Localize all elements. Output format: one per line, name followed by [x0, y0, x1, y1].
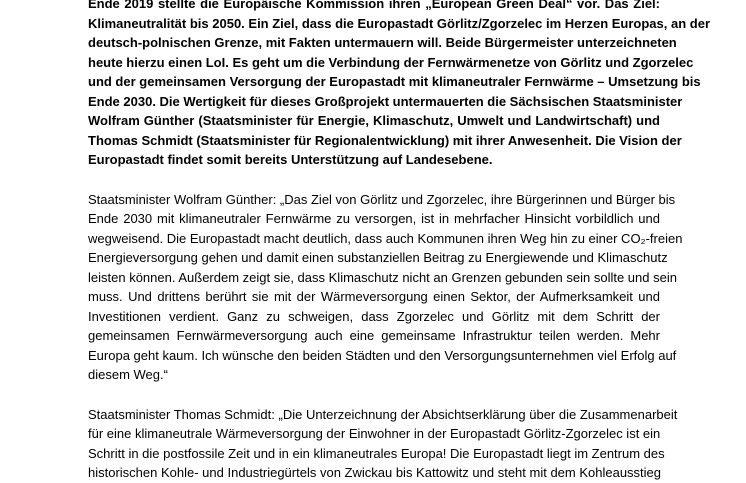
- text-line: für eine klimaneutrale Wärmeversorgung der Einwohner in der Europastadt Görlitz-Zgorzelec ist ein: [88, 426, 661, 441]
- text-line: Europa geht kaum. Ich wünsche den beiden Städten und den Versorgungsunternehmen viel Erfolg auf: [88, 347, 677, 363]
- text-line: Schritt in die postfossile Zeit und in ein klimaneutrales Europa! Die Europastadt liegt im Zentrum des: [88, 445, 665, 461]
- text-line: Ende 2030 mit klimaneutraler Fernwärme zu versorgen, ist in mehrfacher Hinsicht vorbildlich und: [88, 211, 660, 226]
- lead-paragraph: [88, 0, 711, 170]
- text-line: Ende 2019 stellte die Europäische Kommission ihren „European Green Deal“ vor. Das Ziel:: [88, 0, 660, 11]
- text-line: Investitionen verdient. Ganz zu schweigen, dass Zgorzelec und Görlitz mit dem Schritt der: [88, 308, 660, 324]
- text-line: und der gemeinsamen Versorgung der Europastadt mit klimaneutraler Fernwärme – Umsetzung bis: [88, 74, 701, 89]
- text-line: wegweisend. Die Europastadt macht deutlich, dass auch Kommunen ihren Weg hin zu einer CO₂-freien: [88, 230, 683, 246]
- text-line: heute hierzu einen LoI. Es geht um die Verbindung der Fernwärmenetze von Görlitz und Zgorzelec: [88, 54, 694, 70]
- text-line: gemeinsamen Fernwärmeversorgung auch eine gemeinsame Infrastruktur teilen werden. Mehr: [88, 328, 660, 343]
- text-line: leisten können. Außerdem zeigt sie, dass Klimaschutz nicht an Grenzen gebunden sein sollte und sein: [88, 269, 677, 285]
- quote-guenther-paragraph: [88, 190, 683, 385]
- document-page: [88, 0, 711, 483]
- text-line: historischen Kohle- und Industriegürtels von Zwickau bis Kattowitz und steht mit dem Kohleausstieg: [88, 465, 662, 480]
- text-line: Thomas Schmidt (Staatsminister für Regionalentwicklung) mit ihrer Anwesenheit. Die Vision der: [88, 132, 682, 148]
- quote-schmidt-paragraph: [88, 405, 678, 483]
- text-line: Klimaneutralität bis 2050. Ein Ziel, dass die Europastadt Görlitz/Zgorzelec im Herzen Europas, an der: [88, 15, 711, 31]
- text-line: deutsch-polnischen Grenze, mit Fakten untermauern will. Beide Bürgermeister unterzeichneten: [88, 35, 677, 50]
- text-line: Europastadt findet somit bereits Unterstützung auf Landesebene.: [88, 152, 493, 167]
- text-line: Ende 2030. Die Wertigkeit für dieses Großprojekt untermauerten die Sächsischen Staatsminister: [88, 93, 683, 109]
- text-line: Wolfram Günther (Staatsminister für Energie, Klimaschutz, Umwelt und Landwirtschaft) und: [88, 113, 660, 128]
- text-line: Energieversorgung gehen und damit einen substanziellen Beitrag zu Energiewende und Klimaschutz: [88, 250, 668, 265]
- text-line: muss. Und drittens berührt sie mit der Wärmeversorgung einen Sektor, der Aufmerksamkeit und: [88, 289, 660, 304]
- text-line: diesem Weg.“: [88, 367, 168, 382]
- text-line: Staatsminister Wolfram Günther: „Das Ziel von Görlitz und Zgorzelec, ihre Bürgerinnen und Bürger bis: [88, 191, 676, 207]
- text-line: Staatsminister Thomas Schmidt: „Die Unterzeichnung der Absichtserklärung über die Zusammenarbeit: [88, 406, 678, 422]
